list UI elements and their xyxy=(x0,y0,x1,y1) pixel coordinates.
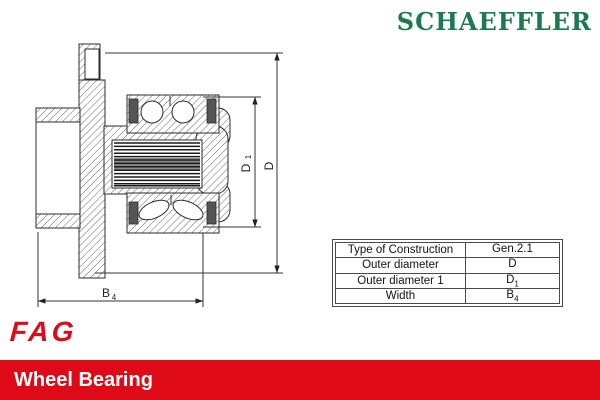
spec-label: Type of Construction xyxy=(336,243,466,258)
spec-table xyxy=(332,239,563,307)
technical-drawing xyxy=(0,0,310,330)
upper-bearing xyxy=(127,95,219,133)
dim-label-D1-base: D xyxy=(239,163,253,173)
seal-right xyxy=(207,99,216,123)
product-title-banner xyxy=(0,360,600,400)
spec-value: $B_4$ xyxy=(465,288,559,303)
spec-label: Width xyxy=(336,288,466,303)
table-row xyxy=(336,288,560,303)
spec-value: $D_1$ xyxy=(465,273,559,288)
table-row xyxy=(336,258,560,273)
hub-flange xyxy=(36,44,105,278)
schaeffler-logo: SCHAEFFLER xyxy=(396,7,592,36)
spec-label: Outer diameter xyxy=(336,258,466,273)
table-row xyxy=(336,243,560,258)
spline-bore xyxy=(112,140,202,188)
dim-label-B4-base: B xyxy=(101,286,111,300)
product-title: Wheel Bearing xyxy=(14,369,153,391)
fag-logo: FAG xyxy=(8,316,78,347)
dim-label-D1-sub: 1 xyxy=(244,154,253,160)
dim-label-D: D xyxy=(262,161,276,171)
spec-value: D xyxy=(465,258,559,273)
seal-left xyxy=(129,202,138,224)
seal-right xyxy=(207,202,216,224)
spec-label: Outer diameter 1 xyxy=(336,273,466,288)
dim-label-B4-sub: 4 xyxy=(111,293,117,302)
seal-left xyxy=(129,99,138,123)
spec-value: Gen.2.1 xyxy=(465,243,559,258)
table-row xyxy=(336,273,560,288)
